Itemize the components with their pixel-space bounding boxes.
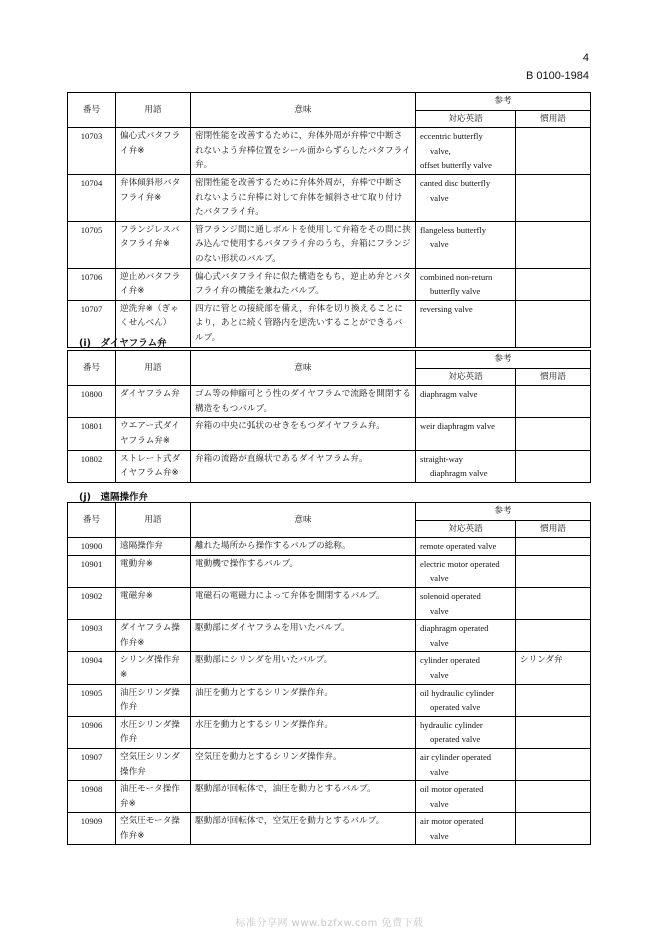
header-meaning: 意味 [191, 503, 416, 538]
term-name: ウエアー式ダイヤフラム弁※ [116, 418, 191, 450]
term-number: 10903 [68, 620, 116, 652]
term-number: 10704 [68, 174, 116, 221]
english-line: eccentric butterfly [420, 131, 483, 142]
english-equivalent [416, 268, 516, 300]
table-row [68, 174, 591, 221]
term-name: 電磁弁※ [116, 587, 191, 619]
table-row [68, 620, 591, 652]
header-reference: 参考 [416, 93, 591, 111]
table-row [68, 555, 591, 587]
term-name: 空気圧モータ操作弁※ [116, 813, 191, 845]
common-term [516, 128, 591, 175]
term-number: 10904 [68, 652, 116, 684]
term-meaning: 密閉性能を改善するために弁体外周が，弁棒で中断されないように弁棒に対して弁体を傾斜させて取り付けたバタフライ弁。 [191, 174, 416, 221]
term-meaning: 電磁石の電磁力によって弁体を開閉するバルブ。 [191, 587, 416, 619]
section-heading-remote: (j) 遠隔操作弁 [79, 492, 148, 503]
english-line: valve [430, 239, 449, 250]
table-row [68, 538, 591, 556]
header-english: 対応英語 [416, 368, 516, 386]
table-row [68, 652, 591, 684]
term-meaning: 油圧を動力とするシリンダ操作弁。 [191, 684, 416, 716]
term-number: 10902 [68, 587, 116, 619]
page-number: 4 [582, 52, 589, 64]
term-number: 10906 [68, 716, 116, 748]
english-line: valve [430, 192, 449, 203]
common-term [516, 538, 591, 556]
english-line: diaphragm valve [420, 389, 478, 400]
document-code: B 0100-1984 [526, 70, 589, 82]
term-number: 10909 [68, 813, 116, 845]
english-line: offset butterfly valve [420, 160, 492, 171]
english-line: valve [430, 798, 449, 809]
english-line: operated valve [430, 702, 481, 713]
table-row [68, 684, 591, 716]
english-line: valve [430, 573, 449, 584]
table-row [68, 781, 591, 813]
english-line: oil motor operated [420, 784, 484, 795]
table-row [68, 716, 591, 748]
term-meaning: 四方に管との接続部を備え，弁体を切り換えることにより，あとに続く管路内を逆洗いすることができるバルブ。 [191, 300, 416, 347]
english-line: electric motor operated [420, 558, 500, 569]
common-term [516, 268, 591, 300]
footer-watermark: 标准分享网 www.bzfxw.com 免费下载 [235, 918, 424, 929]
term-name: 油圧シリンダ操作弁 [116, 684, 191, 716]
header-reference: 参考 [416, 351, 591, 369]
table-row [68, 221, 591, 268]
english-equivalent [416, 781, 516, 813]
english-line: reversing valve [420, 303, 473, 314]
common-term [516, 748, 591, 780]
common-term: シリンダ弁 [516, 652, 591, 684]
term-meaning: 密閉性能を改善するために，弁体外周が弁棒で中断されないよう弁棒位置をシール面からずらしたバタフライ弁。 [191, 128, 416, 175]
common-term [516, 300, 591, 347]
header-english: 対応英語 [416, 520, 516, 538]
term-name: フランジレスバタフライ弁※ [116, 221, 191, 268]
term-meaning: 離れた場所から操作するバルブの総称。 [191, 538, 416, 556]
table-header-row [68, 93, 591, 111]
table-header-row [68, 351, 591, 369]
term-meaning: 弁箱の流路が直線状であるダイヤフラム弁。 [191, 450, 416, 482]
header-term: 用語 [116, 93, 191, 128]
common-term [516, 781, 591, 813]
english-equivalent [416, 587, 516, 619]
common-term [516, 450, 591, 482]
term-number: 10802 [68, 450, 116, 482]
term-number: 10907 [68, 748, 116, 780]
header-common-term: 慣用語 [516, 110, 591, 128]
terms-table-diaphragm [67, 350, 591, 483]
english-equivalent [416, 813, 516, 845]
header-term: 用語 [116, 351, 191, 386]
header-reference: 参考 [416, 503, 591, 521]
english-line: combined non-return [420, 271, 493, 282]
term-number: 10703 [68, 128, 116, 175]
term-number: 10707 [68, 300, 116, 347]
term-name: 弁体傾斜形バタフライ弁※ [116, 174, 191, 221]
table-row [68, 386, 591, 418]
terms-table-remote [67, 502, 591, 845]
term-number: 10705 [68, 221, 116, 268]
english-line: valve [430, 605, 449, 616]
header-english: 対応英語 [416, 110, 516, 128]
term-name: 油圧モータ操作弁※ [116, 781, 191, 813]
term-number: 10800 [68, 386, 116, 418]
english-equivalent [416, 748, 516, 780]
term-name: 遠隔操作弁 [116, 538, 191, 556]
term-meaning: ゴム等の伸縮可とう性のダイヤフラムで流路を開閉する構造をもつバルブ。 [191, 386, 416, 418]
common-term [516, 386, 591, 418]
common-term [516, 174, 591, 221]
term-name: 電動弁※ [116, 555, 191, 587]
common-term [516, 813, 591, 845]
term-number: 10905 [68, 684, 116, 716]
term-meaning: 水圧を動力とするシリンダ操作弁。 [191, 716, 416, 748]
term-number: 10901 [68, 555, 116, 587]
table-header-row [68, 503, 591, 521]
english-equivalent [416, 450, 516, 482]
term-meaning: 駆動部が回転体で，空気圧を動力とするバルブ。 [191, 813, 416, 845]
english-equivalent [416, 620, 516, 652]
english-line: valve [430, 669, 449, 680]
term-name: ストレート式ダイヤフラム弁※ [116, 450, 191, 482]
term-meaning: 偏心式バタフライ弁に似た構造をもち，逆止め弁とバタフライ弁の機能を兼ねたバルブ。 [191, 268, 416, 300]
english-equivalent [416, 418, 516, 450]
english-equivalent [416, 652, 516, 684]
english-equivalent [416, 684, 516, 716]
header-term: 用語 [116, 503, 191, 538]
header-common-term: 慣用語 [516, 520, 591, 538]
term-meaning: 弁箱の中央に弧状のせきをもつダイヤフラム弁。 [191, 418, 416, 450]
english-line: valve [430, 637, 449, 648]
table-row [68, 450, 591, 482]
common-term [516, 555, 591, 587]
header-meaning: 意味 [191, 93, 416, 128]
term-number: 10801 [68, 418, 116, 450]
english-equivalent [416, 221, 516, 268]
term-meaning: 駆動部にシリンダを用いたバルブ。 [191, 652, 416, 684]
english-equivalent [416, 386, 516, 418]
header-number: 番号 [68, 503, 116, 538]
term-meaning: 電動機で操作するバルブ。 [191, 555, 416, 587]
header-common-term: 慣用語 [516, 368, 591, 386]
english-line: air motor operated [420, 816, 484, 827]
header-meaning: 意味 [191, 351, 416, 386]
table-row [68, 813, 591, 845]
english-equivalent [416, 174, 516, 221]
english-line: valve, [430, 145, 451, 156]
common-term [516, 587, 591, 619]
english-equivalent [416, 128, 516, 175]
table-row [68, 128, 591, 175]
term-name: 空気圧シリンダ操作弁 [116, 748, 191, 780]
term-meaning: 駆動部が回転体で，油圧を動力とするバルブ。 [191, 781, 416, 813]
english-line: valve [430, 766, 449, 777]
term-name: 逆洗弁※（ぎゃくせんべん） [116, 300, 191, 347]
english-line: valve [430, 830, 449, 841]
term-name: 逆止めバタフライ弁※ [116, 268, 191, 300]
table-row [68, 418, 591, 450]
section-heading-diaphragm: (i) ダイヤフラム弁 [79, 338, 167, 349]
term-number: 10908 [68, 781, 116, 813]
english-line: operated valve [430, 734, 481, 745]
term-meaning: 空気圧を動力とするシリンダ操作弁。 [191, 748, 416, 780]
english-line: canted disc butterfly [420, 177, 491, 188]
common-term [516, 684, 591, 716]
english-equivalent [416, 555, 516, 587]
term-name: 水圧シリンダ操作弁 [116, 716, 191, 748]
header-number: 番号 [68, 351, 116, 386]
common-term [516, 221, 591, 268]
table-row [68, 748, 591, 780]
common-term [516, 716, 591, 748]
english-line: hydraulic cylinder [420, 719, 483, 730]
english-line: straight-way [420, 453, 463, 464]
english-line: diaphragm operated [420, 623, 489, 634]
term-name: シリンダ操作弁※ [116, 652, 191, 684]
term-name: ダイヤフラム操作弁※ [116, 620, 191, 652]
term-name: ダイヤフラム弁 [116, 386, 191, 418]
english-line: cylinder operated [420, 655, 480, 666]
english-line: solenoid operated [420, 590, 481, 601]
term-meaning: 駆動部にダイヤフラムを用いたバルブ。 [191, 620, 416, 652]
table-row [68, 587, 591, 619]
english-equivalent [416, 300, 516, 347]
header-number: 番号 [68, 93, 116, 128]
english-line: remote operated valve [420, 541, 497, 552]
term-number: 10900 [68, 538, 116, 556]
term-number: 10706 [68, 268, 116, 300]
term-name: 偏心式バタフライ弁※ [116, 128, 191, 175]
english-line: air cylinder operated [420, 751, 492, 762]
common-term [516, 418, 591, 450]
english-line: weir diaphragm valve [420, 421, 495, 432]
english-line: oil hydraulic cylinder [420, 687, 494, 698]
english-equivalent [416, 538, 516, 556]
english-line: butterfly valve [430, 286, 481, 297]
table-row [68, 268, 591, 300]
english-line: flangeless butterfly [420, 224, 487, 235]
english-equivalent [416, 716, 516, 748]
term-meaning: 管フランジ間に通しボルトを使用して弁箱をその間に挟み込んで使用するバタフライ弁のうち，弁箱にフランジのない形状のバルブ。 [191, 221, 416, 268]
terms-table-butterfly [67, 92, 591, 348]
common-term [516, 620, 591, 652]
english-line: diaphragm valve [430, 468, 488, 479]
